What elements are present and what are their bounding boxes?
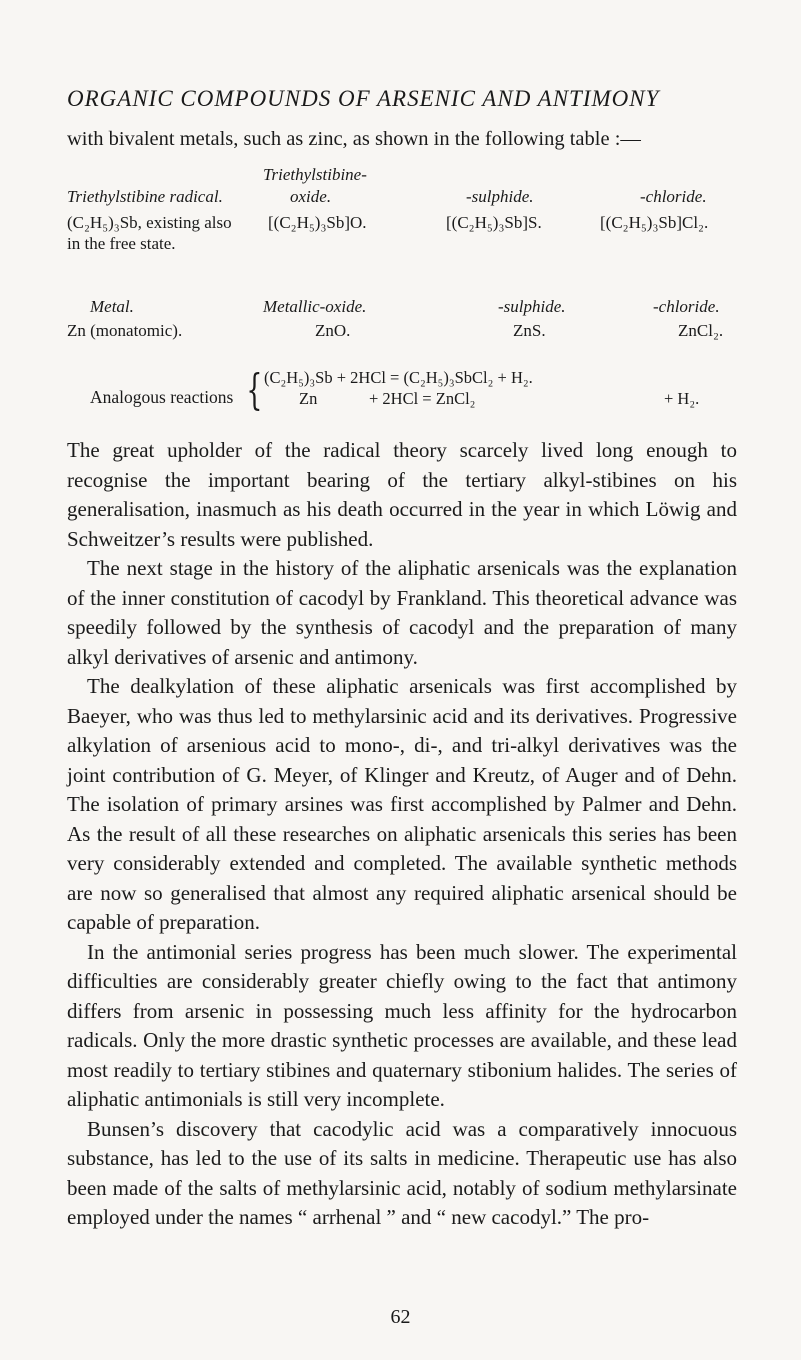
t1-col1-val-1: (C₂H₅)₃Sb, existing also <box>67 213 232 232</box>
t2-col4-val: ZnCl₂. <box>678 321 724 340</box>
paragraph: The dealkylation of these aliphatic arsenicals was first accomplished by Baeyer, who was thus led to methylarsinic acid and its derivatives. Progressive alkylation of arsenious acid to mono-, di-, and tri-alkyl derivatives was the joint contribution of G. Meyer, of Klinger and Kreutz, of Auger and of Dehn. The isolation of primary arsines was first accomplished by Palmer and Dehn. As the result of all these researches on aliphatic arsenicals this series has been very considerably extended and completed. The available synthetic methods are now so generalised that almost any required aliphatic arsenical should be capable of preparation. <box>67 674 737 934</box>
equation-1: (C₂H₅)₃Sb + 2HCl = (C₂H₅)₃SbCl₂ + H₂. <box>264 368 533 387</box>
t1-col1-head: Triethylstibine radical. <box>67 187 223 206</box>
t1-col3-head: -sulphide. <box>466 187 534 206</box>
t2-col4-head: -chloride. <box>653 297 720 316</box>
running-header: ORGANIC COMPOUNDS OF ARSENIC AND ANTIMONY <box>67 86 660 111</box>
t1-col4-head: -chloride. <box>640 187 707 206</box>
t1-col1-val-2: in the free state. <box>67 234 176 253</box>
paragraph: In the antimonial series progress has been much slower. The experimental difficulties are considerably greater chiefly owing to the fact that antimony differs from arsenic in possessing much less affinity for the hydrocarbon radicals. Only the more drastic synthetic processes are available, and these lead most readily to tertiary stibines and quaternary stibonium halides. The series of aliphatic antimonials is still very incomplete. <box>67 939 737 1111</box>
paragraph: The great upholder of the radical theory scarcely lived long enough to recognise the important bearing of the tertiary alkyl-stibines on his generalisation, inasmuch as his death occurred in the year in which Löwig and Schweitzer’s results were published. <box>67 438 737 551</box>
t2-col2-head: Metallic-oxide. <box>263 297 367 316</box>
equation-2-product: + H₂. <box>664 389 700 408</box>
t2-col1-head: Metal. <box>90 297 134 316</box>
brace-icon: { <box>246 365 263 414</box>
t2-col1-val: Zn (monatomic). <box>67 321 183 340</box>
t2-col3-val: ZnS. <box>513 321 546 340</box>
t1-col2-head-1: Triethylstibine- <box>263 165 367 184</box>
equation-2-reactant: Zn <box>299 389 318 408</box>
paragraph: The next stage in the history of the aliphatic arsenicals was the explanation of the inner constitution of cacodyl by Frankland. This theoretical advance was speedily followed by the synthesis of cacodyl and the preparation of many alkyl derivatives of arsenic and antimony. <box>67 556 737 669</box>
t1-col2-head-2: oxide. <box>290 187 332 206</box>
t2-col3-head: -sulphide. <box>498 297 566 316</box>
intro-text: with bivalent metals, such as zinc, as shown in the following table :— <box>67 128 641 150</box>
body-text <box>67 436 737 1233</box>
t2-col2-val: ZnO. <box>315 321 351 340</box>
paragraph: Bunsen’s discovery that cacodylic acid was a comparatively innocuous substance, has led to the use of its salts in medicine. Therapeutic use has also been made of the salts of methylarsinic acid, notably of sodium methylarsinate employed under the names “ arrhenal ” and “ new cacodyl.” The pro- <box>67 1116 737 1229</box>
page-number: 62 <box>390 1306 411 1328</box>
t1-col2-val: [(C₂H₅)₃Sb]O. <box>268 213 367 232</box>
t1-col3-val: [(C₂H₅)₃Sb]S. <box>446 213 542 232</box>
analogous-label: Analogous reactions <box>90 387 234 407</box>
t1-col4-val: [(C₂H₅)₃Sb]Cl₂. <box>600 213 709 232</box>
equation-2-middle: + 2HCl = ZnCl₂ <box>369 389 476 408</box>
